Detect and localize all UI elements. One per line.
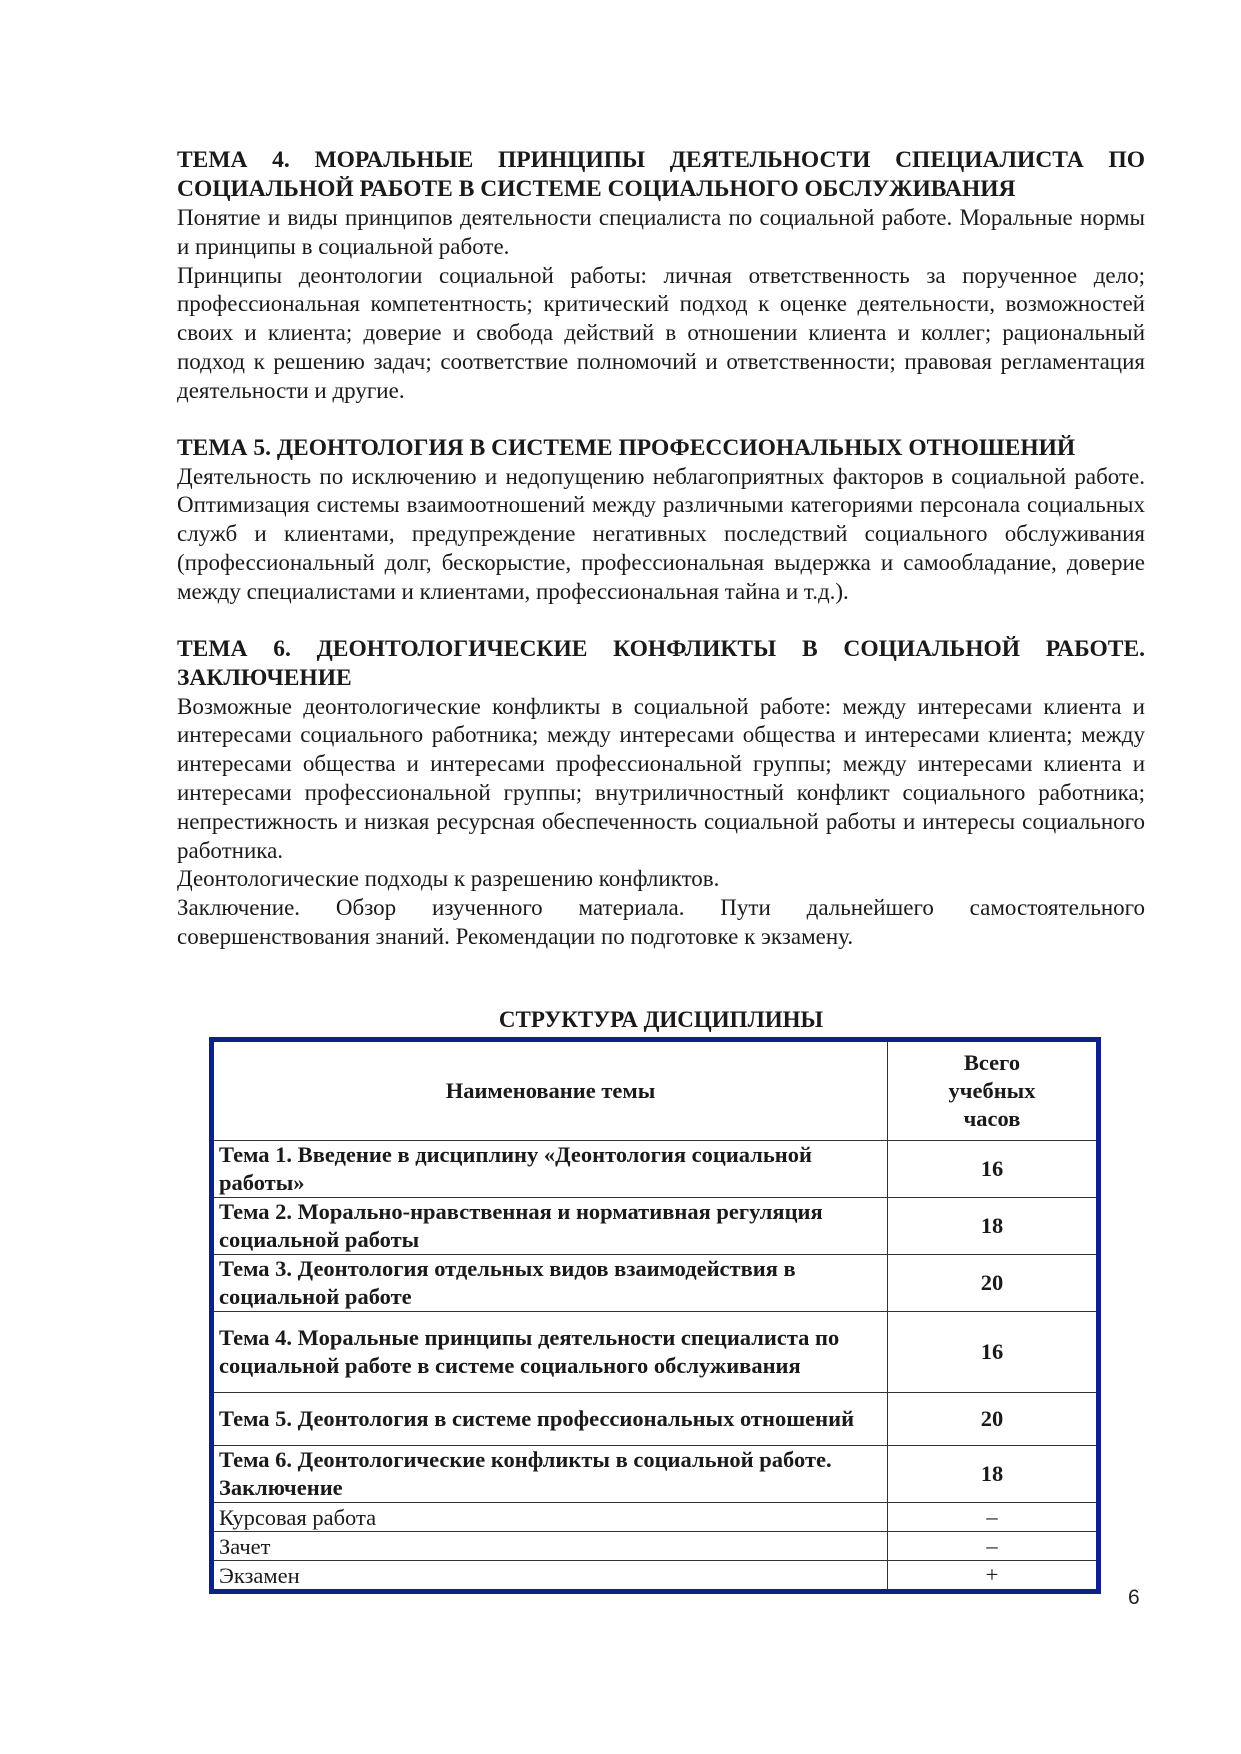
row-course-work-value: – — [888, 1503, 1099, 1532]
section-5-paragraph-1: Деятельность по исключению и недопущению неблагоприятных факторов в социальной работе. Оптимизация системы взаимоотношений между различными категориями персонала социальных служб и клиентами, предупреждение негативных последствий социального обслуживания (профессиональный долг, бескорыстие, профессиональная выдержка и самообладание, доверие между специалистами и клиентами, профессиональная тайна и т.д.). — [177, 463, 1145, 604]
section-5-title: ТЕМА 5. ДЕОНТОЛОГИЯ В СИСТЕМЕ ПРОФЕССИОНАЛЬНЫХ ОТНОШЕНИЙ — [177, 434, 1076, 461]
section-6-paragraph-1: Возможные деонтологические конфликты в социальной работе: между интересами клиента и интересами социального работника; между интересами общества и интересами клиента; между интересами общества и интересами профессиональной группы; между интересами клиента и интересами профессиональной группы; внутриличностный конфликт социального работника; непрестижность и низкая ресурсная обеспеченность социальной работы и интересы социального работника. — [177, 693, 1145, 863]
row-credit-value: – — [888, 1532, 1099, 1561]
row-topic-name: Тема 2. Морально-нравственная и нормативная регуляция социальной работы — [212, 1198, 888, 1255]
row-hours: 20 — [888, 1393, 1099, 1446]
section-6-paragraph-3: Заключение. Обзор изученного материала. Пути дальнейшего самостоятельного совершенствования знаний. Рекомендации по подготовке к экзамену. — [177, 895, 1145, 949]
row-hours: 20 — [888, 1255, 1099, 1312]
section-4-title: ТЕМА 4. МОРАЛЬНЫЕ ПРИНЦИПЫ ДЕЯТЕЛЬНОСТИ СПЕЦИАЛИСТА ПО СОЦИАЛЬНОЙ РАБОТЕ В СИСТЕМЕ СОЦИАЛЬНОГО ОБСЛУЖИВАНИЯ — [177, 147, 1145, 202]
row-exam: Экзамен — [212, 1561, 888, 1592]
page-number: 6 — [1128, 1586, 1140, 1609]
table-row — [212, 1561, 1099, 1592]
row-hours: 16 — [888, 1312, 1099, 1393]
row-exam-value: + — [888, 1561, 1099, 1592]
row-topic-name: Тема 6. Деонтологические конфликты в социальной работе. Заключение — [212, 1446, 888, 1503]
discipline-structure-table — [209, 1037, 1101, 1594]
document-body — [177, 146, 1145, 952]
header-topic-name: Наименование темы — [212, 1040, 888, 1141]
table-row — [212, 1198, 1099, 1255]
row-course-work: Курсовая работа — [212, 1503, 888, 1532]
section-4-paragraph-1: Понятие и виды принципов деятельности специалиста по социальной работе. Моральные нормы и принципы в социальной работе. — [177, 205, 1145, 259]
header-total-hours — [888, 1040, 1099, 1141]
table-row — [212, 1532, 1099, 1561]
row-topic-name: Тема 3. Деонтология отдельных видов взаимодействия в социальной работе — [212, 1255, 888, 1312]
section-4-paragraph-2: Принципы деонтологии социальной работы: личная ответственность за порученное дело; профессиональная компетентность; критический подход к оценке деятельности, возможностей своих и клиента; доверие и свобода действий в отношении клиента и коллег; рациональный подход к решению задач; соответствие полномочий и ответственности; правовая регламентация деятельности и другие. — [177, 262, 1145, 403]
row-hours: 18 — [888, 1446, 1099, 1503]
table-header-row — [212, 1040, 1099, 1141]
row-credit: Зачет — [212, 1532, 888, 1561]
table-row — [212, 1141, 1099, 1198]
table-row — [212, 1393, 1099, 1446]
row-hours: 16 — [888, 1141, 1099, 1198]
header-total-hours-label: Всего учебных часов — [948, 1050, 1036, 1131]
row-topic-name: Тема 5. Деонтология в системе профессиональных отношений — [212, 1393, 888, 1446]
section-6-paragraph-2: Деонтологические подходы к разрешению конфликтов. — [177, 866, 720, 892]
row-hours: 18 — [888, 1198, 1099, 1255]
row-topic-name: Тема 1. Введение в дисциплину «Деонтология социальной работы» — [212, 1141, 888, 1198]
table-row — [212, 1446, 1099, 1503]
section-6-title: ТЕМА 6. ДЕОНТОЛОГИЧЕСКИЕ КОНФЛИКТЫ В СОЦИАЛЬНОЙ РАБОТЕ. ЗАКЛЮЧЕНИЕ — [177, 635, 1145, 691]
table-row — [212, 1312, 1099, 1393]
row-topic-name: Тема 4. Моральные принципы деятельности специалиста по социальной работе в системе социального обслуживания — [212, 1312, 888, 1393]
table-title: СТРУКТУРА ДИСЦИПЛИНЫ — [498, 1007, 824, 1032]
table-row — [212, 1503, 1099, 1532]
table-row — [212, 1255, 1099, 1312]
